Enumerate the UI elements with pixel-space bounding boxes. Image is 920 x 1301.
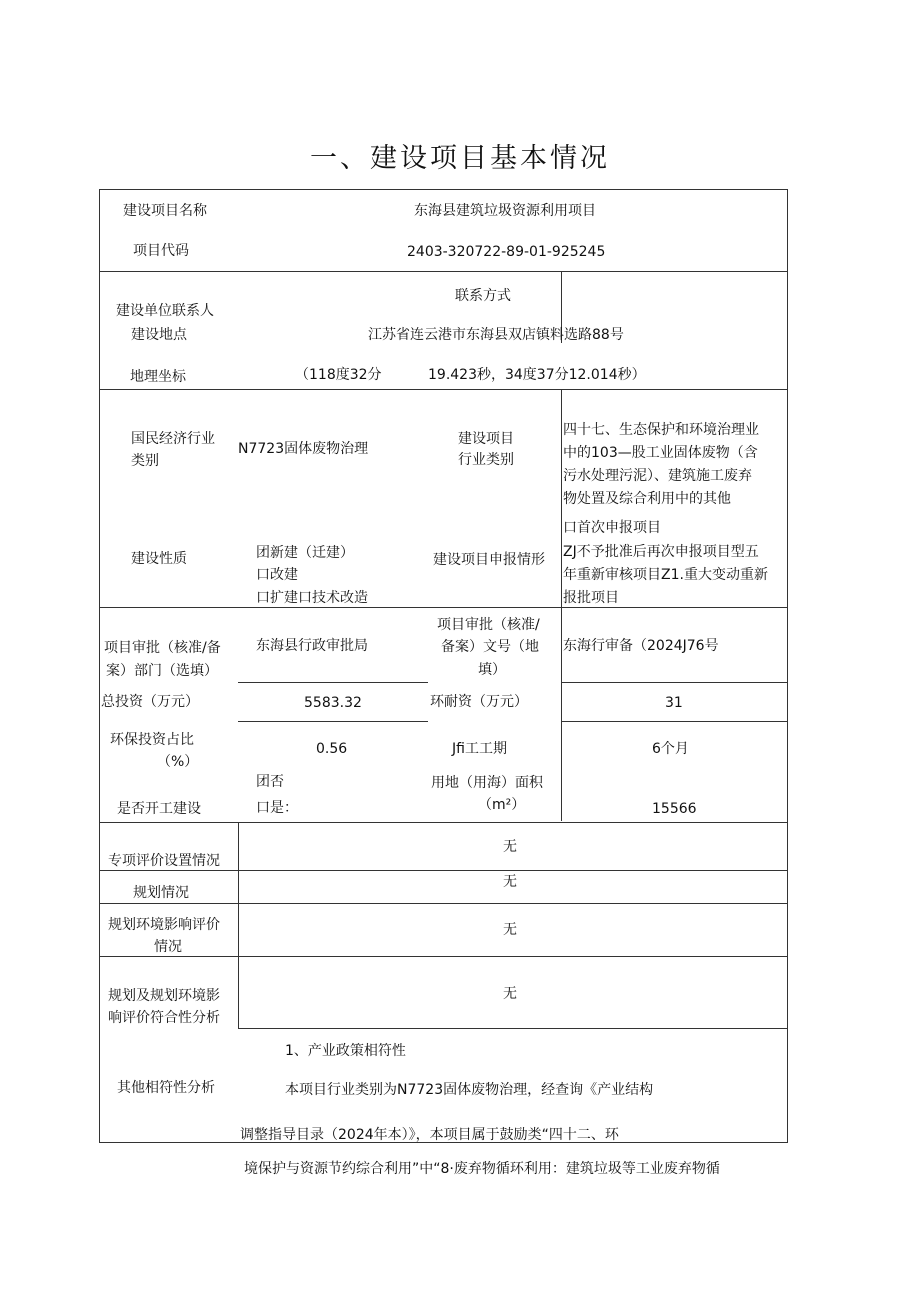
table-border [787,189,788,1143]
industry-category-value: 污水处理污泥）、建筑施工废弃 [563,468,752,484]
industry-label: 类别 [131,453,159,469]
row-divider [561,721,788,722]
started-label: 是否开工建设 [117,801,201,817]
approval-doc-value: 东海行审备（2024J76号 [563,638,719,654]
planning-env-label: 情况 [154,939,182,955]
construction-nature-option: 团新建（迁建） [256,545,354,561]
column-divider [238,822,239,1029]
contact-person-label: 建设单位联系人 [116,303,214,319]
declaration-label: 建设项目申报情形 [433,552,545,568]
approval-dept-label: 项目审批（核准/备 [104,640,221,656]
industry-category-value: 四十七、生态保护和环境治理业 [563,422,759,438]
other-compliance-text: 调整指导目录（2024年本）》，本项目属于鼓励类“四十二、环 [240,1127,619,1143]
industry-category-label: 行业类别 [458,452,514,468]
planning-env-value: 无 [503,922,517,938]
project-code-label: 项目代码 [133,243,189,259]
row-divider [99,956,788,957]
started-option: 团否 [256,774,284,790]
table-border [99,189,788,190]
project-name-label: 建设项目名称 [123,203,207,219]
declaration-option: 口首次申报项目 [563,520,661,536]
location-value: 江苏省连云港市东海县双店镇料选路88号 [368,327,624,343]
table-border [99,189,100,1143]
land-area-label: 用地（用海）面积 [431,775,543,791]
approval-dept-value: 东海县行政审批局 [256,638,368,654]
row-divider [99,271,788,272]
declaration-option: 年重新审核项目Z1.重大变动重新 [563,567,768,583]
approval-dept-label: 案）部门（选填） [106,663,218,679]
env-ratio-label: （%） [157,754,199,770]
env-investment-label: 环耐资（万元） [430,694,528,710]
planning-compliance-label: 响评价符合性分析 [108,1010,220,1026]
other-compliance-heading: 1、产业政策相符性 [285,1043,406,1059]
env-investment-value: 31 [665,695,683,711]
industry-label: 国民经济行业 [131,431,215,447]
construction-nature-label: 建设性质 [131,551,187,567]
coordinates-value-part1: （118度32分 [295,367,382,383]
coordinates-label: 地理坐标 [130,369,186,385]
footer-continuation-text: 境保护与资源节约综合利用”中“8·废弃物循环利用：建筑垃圾等工业废弃物循 [244,1161,720,1177]
approval-doc-label: 填） [478,662,506,678]
special-eval-label: 专项评价设置情况 [108,853,220,869]
other-compliance-text: 本项目行业类别为N7723固体废物治理，经查询《产业结构 [285,1082,654,1098]
row-divider [99,607,788,608]
total-investment-value: 5583.32 [304,695,362,711]
approval-doc-label: 项目审批（核准/ [437,617,540,633]
column-divider [561,389,562,821]
row-divider [238,682,428,683]
industry-category-label: 建设项目 [458,431,514,447]
contact-method-label: 联系方式 [455,288,511,304]
page-title: 一、建设项目基本情况 [310,143,610,174]
industry-value: N7723固体废物治理 [238,441,369,457]
project-code-value: 2403-320722-89-01-925245 [407,244,606,260]
planning-compliance-label: 规划及规划环境影 [108,988,220,1004]
construction-period-value: 6个月 [652,741,689,757]
row-divider [238,1028,788,1029]
env-ratio-value: 0.56 [316,741,348,757]
project-name-value: 东海县建筑垃圾资源利用项目 [414,203,596,219]
coordinates-value-part2: 19.423秒，34度37分12.014秒） [428,367,646,383]
row-divider [99,903,788,904]
started-option: 口是： [256,800,298,816]
row-divider [99,389,788,390]
row-divider [99,870,788,871]
total-investment-label: 总投资（万元） [101,694,199,710]
env-ratio-label: 环保投资占比 [110,732,194,748]
declaration-option: 报批项目 [563,590,619,606]
construction-nature-option: 口改建 [256,567,298,583]
planning-env-label: 规划环境影响评价 [108,917,220,933]
construction-period-label: Jfi工工期 [452,741,507,757]
location-label: 建设地点 [131,327,187,343]
industry-category-value: 中的103—股工业固体废物（含 [563,445,758,461]
row-divider [238,721,428,722]
row-divider [99,822,788,823]
construction-nature-option: 口扩建口技术改造 [256,590,368,606]
land-area-label: （m²） [478,797,526,813]
approval-doc-label: 备案）文号（地 [441,639,539,655]
industry-category-value: 物处置及综合利用中的其他 [563,491,731,507]
declaration-option: ZJ不予批准后再次申报项目型五 [563,544,759,560]
planning-compliance-value: 无 [503,986,517,1002]
planning-value: 无 [503,874,517,890]
planning-label: 规划情况 [133,885,189,901]
other-compliance-label: 其他相符性分析 [117,1080,215,1096]
special-eval-value: 无 [503,839,517,855]
row-divider [561,682,788,683]
land-area-value: 15566 [652,801,697,817]
